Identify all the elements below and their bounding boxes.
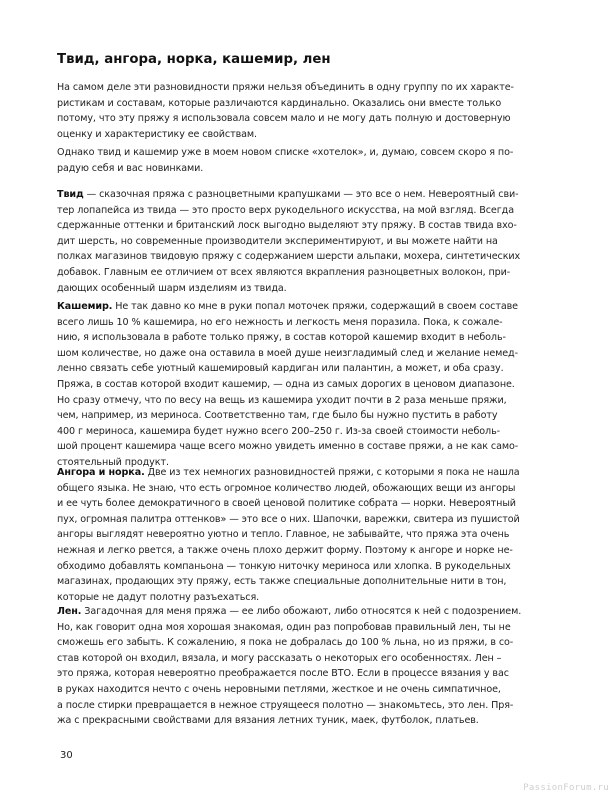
text-line-rest: Не так давно ко мне в руки попал моточек пряжи, содержащий в своем составе xyxy=(112,301,518,312)
text-line: а после стирки превращается в нежное струящееся полотно — знакомьтесь, это лен. Пря- xyxy=(57,699,514,711)
text-line: Пряжа, в состав которой входит кашемир, — одна из самых дорогих в ценовом диапазоне. xyxy=(57,378,515,390)
text-line: стоятельный продукт. xyxy=(57,456,169,468)
text-line: шой процент кашемира чаще всего можно увидеть именно в составе пряжи, а не как само- xyxy=(57,441,519,453)
text-line: потому, что эту пряжу я использовала совсем мало и не могу дать полную и достоверную xyxy=(57,113,511,125)
text-line: всего лишь 10 % кашемира, но его нежность и легкость меня поразила. Пока, к сожале- xyxy=(57,316,503,328)
text-line xyxy=(57,465,520,481)
paragraph-angora-mink xyxy=(57,465,520,605)
paragraph-plans xyxy=(57,145,513,176)
text-line: магазинах, продающих эту пряжу, есть также специальные дополнительные нити в тон, xyxy=(57,576,507,588)
section-heading: Твид, ангора, норка, кашемир, лен xyxy=(57,52,331,67)
text-line: 400 г мериноса, кашемира будет нужно всего 200–250 г. Из-за своей стоимости неболь- xyxy=(57,425,500,437)
text-line-rest: Две из тех немногих разновидностей пряжи, с которыми я пока не нашла xyxy=(144,467,520,478)
lead-term-cashmere: Кашемир. xyxy=(57,301,113,312)
text-line: нию, я использовала в работе только пряжу, в состав которой кашемир входит в неболь- xyxy=(57,332,506,344)
text-line: шом количестве, но даже она оставила в моей душе неизгладимый след и желание немед- xyxy=(57,347,518,359)
text-line: дит шерсть, но современные производители экспериментируют, и вы можете найти на xyxy=(57,235,498,247)
text-line-rest: — сказочная пряжа с разноцветными крапушками — это все о нем. Невероятный сви- xyxy=(83,189,519,200)
text-line: пух, огромная палитра оттенков» — это все о них. Шапочки, варежки, свитера из пушистой xyxy=(57,513,520,525)
text-line: обходимо добавлять компаньона — тонкую ниточку мериноса или хлопка. В рукодельных xyxy=(57,560,511,572)
text-line: в руках находится нечто с очень неровными петлями, жесткое и не очень симпатичное, xyxy=(57,683,501,695)
text-line-rest: Загадочная для меня пряжа — ее либо обожают, либо относятся к ней с подозрением. xyxy=(81,606,522,617)
lead-term-linen: Лен. xyxy=(57,606,82,617)
text-line: полках магазинов твидовую пряжу с содержанием шерсти альпаки, мохера, синтетических xyxy=(57,251,521,263)
text-line: это пряжа, которая невероятно преображается после ВТО. Если в процессе вязания у вас xyxy=(57,668,509,680)
text-line: тер лопапейса из твида — это просто верх рукодельного искусства, на мой взгляд. Всегда xyxy=(57,204,514,216)
text-line: сдержанные оттенки и британский лоск выгодно выделяют эту пряжу. В состав твида вхо- xyxy=(57,220,517,232)
text-line: радую себя и вас новинками. xyxy=(57,162,204,174)
text-line: и ее чуть более демократичного в своей ценовой политике собрата — норки. Невероятный xyxy=(57,498,516,510)
paragraph-linen xyxy=(57,604,521,729)
text-line: На самом деле эти разновидности пряжи нельзя объединить в одну группу по их характе- xyxy=(57,82,514,93)
page-number: 30 xyxy=(60,750,73,761)
text-line: добавок. Главным ее отличием от всех являются вкрапления разноцветных волокон, при- xyxy=(57,266,511,278)
text-line: Но сразу отмечу, что по весу на вещь из кашемира уходит почти в 2 раза меньше пряжи, xyxy=(57,394,507,406)
text-line: Однако твид и кашемир уже в моем новом списке «хотелок», и, думаю, совсем скоро я по- xyxy=(57,147,514,158)
text-line: Но, как говорит одна моя хорошая знакомая, один раз попробовав правильный лен, ты не xyxy=(57,621,511,633)
lead-term-angora: Ангора и норка. xyxy=(57,467,145,478)
paragraph-cashmere xyxy=(57,299,518,471)
text-line: сможешь его забыть. К сожалению, я пока не добралась до 100 % льна, но из пряжи, в со- xyxy=(57,637,514,649)
text-line: которые не дадут полотну разъехаться. xyxy=(57,591,260,603)
text-line: ленно связать себе уютный кашемировый кардиган или палантин, а может, и оба сразу. xyxy=(57,363,504,375)
text-line: ристикам и составам, которые различаются кардинально. Оказались они вместе только xyxy=(57,97,502,109)
text-line xyxy=(57,604,521,620)
text-line: ангоры выглядят невероятно уютно и тепло. Главное, не забывайте, что пряжа эта очень xyxy=(57,529,510,541)
text-line xyxy=(57,299,518,315)
text-line: чем, например, из мериноса. Соответственно там, где было бы нужно пустить в работу xyxy=(57,410,498,422)
text-line: дающих особенный шарм изделиям из твида. xyxy=(57,282,287,294)
lead-term-tweed: Твид xyxy=(57,189,84,200)
paragraph-tweed xyxy=(57,187,520,296)
text-line: став которой он входил, вязала, и могу рассказать о некоторых его особенностях. Лен – xyxy=(57,652,502,664)
text-line: нежная и легко рвется, а также очень плохо держит форму. Поэтому к ангоре и норке не- xyxy=(57,544,513,556)
text-line xyxy=(57,187,520,203)
site-watermark: PassionForum.ru xyxy=(523,783,609,793)
text-line: жа с прекрасными свойствами для вязания летних туник, маек, футболок, платьев. xyxy=(57,715,479,727)
paragraph-intro xyxy=(57,80,514,142)
text-line: общего языка. Не знаю, что есть огромное количество людей, обожающих вещи из ангоры xyxy=(57,482,516,494)
text-line: оценку и характеристику ее свойствам. xyxy=(57,128,258,140)
